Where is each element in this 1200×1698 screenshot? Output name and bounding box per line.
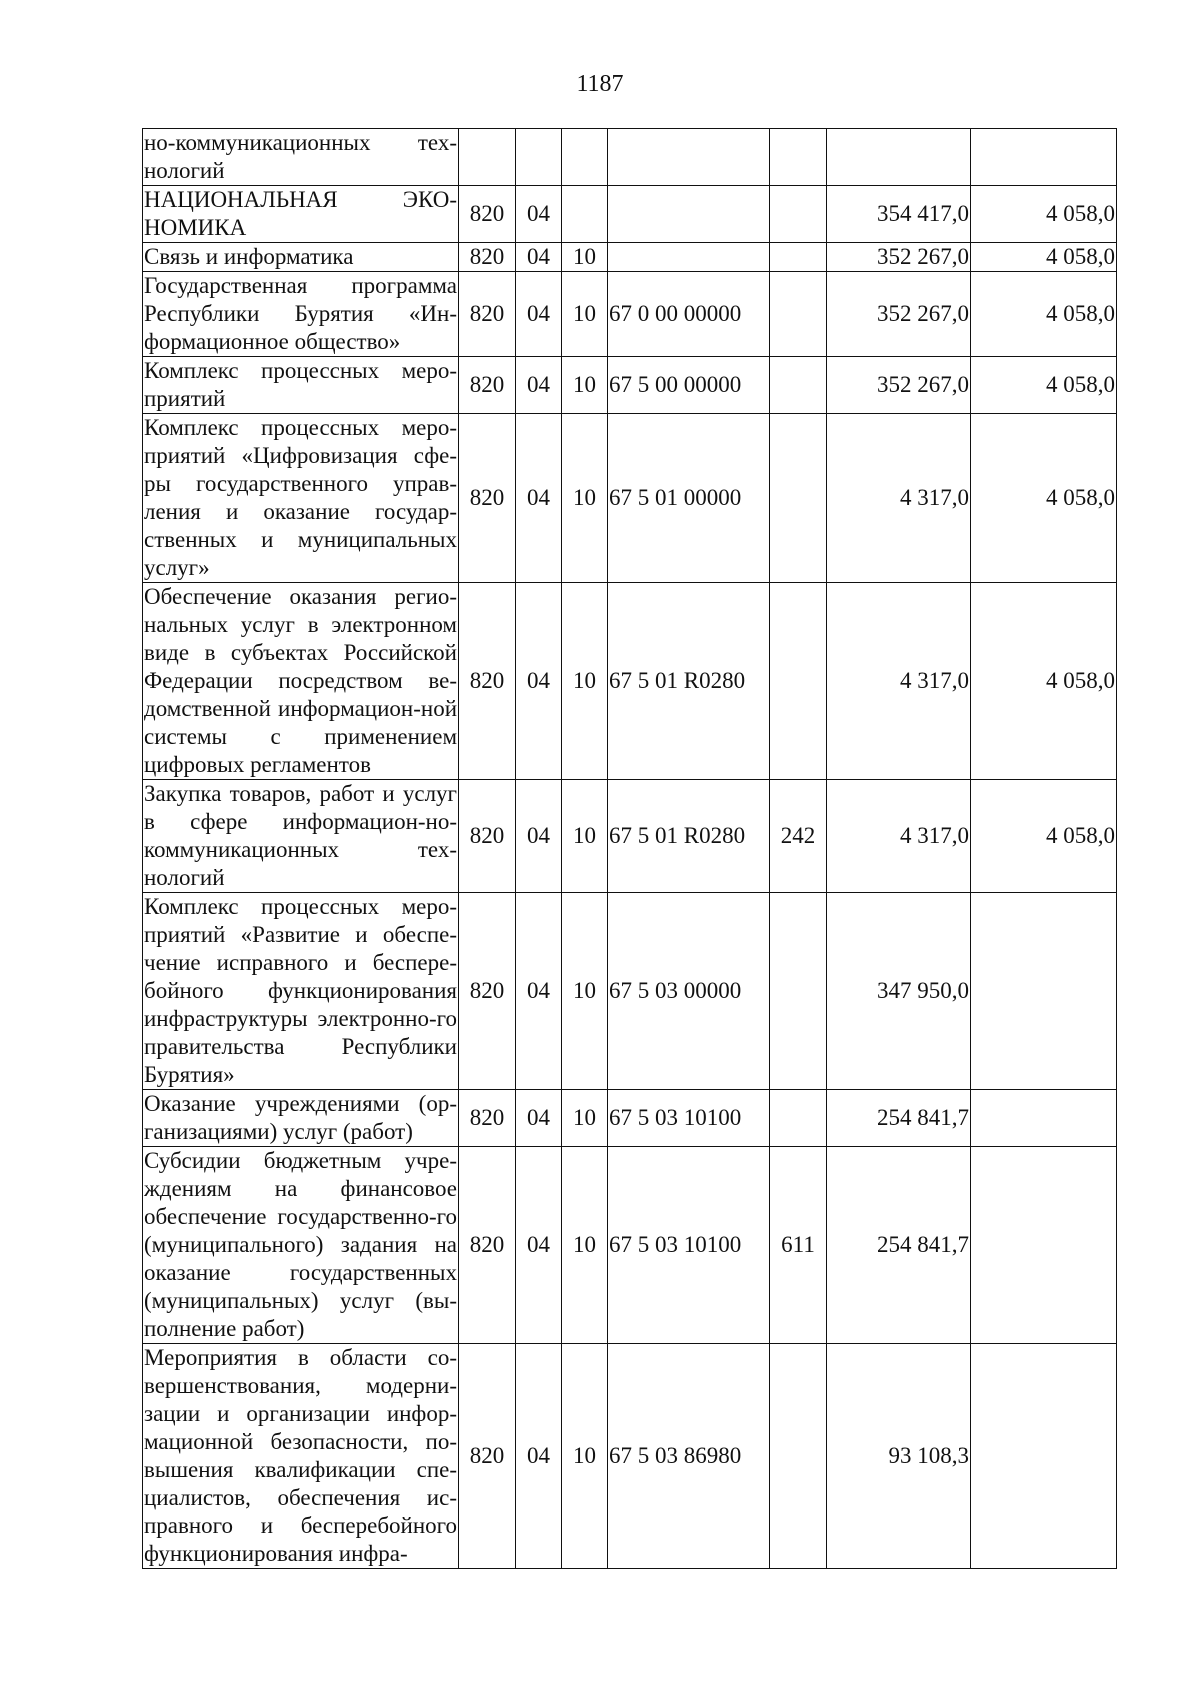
row-section-cell: 04: [516, 1344, 562, 1569]
row-section-cell: 04: [516, 583, 562, 780]
row-admin-code-cell: 820: [459, 893, 516, 1090]
row-admin-code-cell: 820: [459, 1344, 516, 1569]
table-row: [143, 357, 1117, 414]
table-row: [143, 272, 1117, 357]
row-subsection-cell: 10: [562, 780, 608, 893]
row-section-cell: 04: [516, 893, 562, 1090]
row-amount-2-cell: 4 058,0: [971, 583, 1117, 780]
row-name-cell: Оказание учреждениями (ор-ганизациями) услуг (работ): [143, 1090, 459, 1147]
row-admin-code-cell: 820: [459, 272, 516, 357]
row-expense-type-cell: [770, 1090, 827, 1147]
row-admin-code-cell: 820: [459, 414, 516, 583]
row-amount-1-cell: 354 417,0: [827, 186, 971, 243]
row-amount-2-cell: 4 058,0: [971, 414, 1117, 583]
row-subsection-cell: 10: [562, 243, 608, 272]
row-amount-1-cell: 352 267,0: [827, 243, 971, 272]
row-name-cell: Комплекс процессных меро-приятий «Цифровизация сфе-ры государственного управ-ления и оказание государ-ственных и муниципальных услуг»: [143, 414, 459, 583]
row-amount-2-cell: [971, 129, 1117, 186]
row-expense-type-cell: [770, 1344, 827, 1569]
table-row: [143, 583, 1117, 780]
row-target-article-cell: [608, 243, 770, 272]
table-row: [143, 893, 1117, 1090]
row-expense-type-cell: [770, 272, 827, 357]
row-subsection-cell: 10: [562, 272, 608, 357]
row-amount-1-cell: 254 841,7: [827, 1090, 971, 1147]
row-name-cell: Закупка товаров, работ и услуг в сфере информацион-но-коммуникационных тех-нологий: [143, 780, 459, 893]
row-target-article-cell: 67 5 01 R0280: [608, 583, 770, 780]
row-section-cell: 04: [516, 780, 562, 893]
table-row: [143, 780, 1117, 893]
row-subsection-cell: 10: [562, 893, 608, 1090]
row-section-cell: 04: [516, 357, 562, 414]
row-subsection-cell: 10: [562, 414, 608, 583]
row-name-cell: но-коммуникационных тех-нологий: [143, 129, 459, 186]
row-target-article-cell: 67 5 03 10100: [608, 1090, 770, 1147]
row-name-cell: Комплекс процессных меро-приятий: [143, 357, 459, 414]
row-target-article-cell: [608, 129, 770, 186]
row-target-article-cell: 67 5 03 86980: [608, 1344, 770, 1569]
row-section-cell: 04: [516, 186, 562, 243]
row-name-cell: НАЦИОНАЛЬНАЯ ЭКО-НОМИКА: [143, 186, 459, 243]
row-amount-1-cell: 352 267,0: [827, 357, 971, 414]
row-admin-code-cell: 820: [459, 583, 516, 780]
row-admin-code-cell: 820: [459, 780, 516, 893]
table-row: [143, 186, 1117, 243]
row-target-article-cell: 67 5 00 00000: [608, 357, 770, 414]
row-expense-type-cell: [770, 583, 827, 780]
row-name-cell: Связь и информатика: [143, 243, 459, 272]
row-name-cell: Субсидии бюджетным учре-ждениям на финансовое обеспечение государственно-го (муниципального) задания на оказание государственных (муниципальных) услуг (вы-полнение работ): [143, 1147, 459, 1344]
row-amount-2-cell: 4 058,0: [971, 357, 1117, 414]
table-row: [143, 1147, 1117, 1344]
row-admin-code-cell: 820: [459, 243, 516, 272]
table-row: [143, 1344, 1117, 1569]
row-amount-2-cell: [971, 893, 1117, 1090]
row-amount-1-cell: 352 267,0: [827, 272, 971, 357]
row-name-cell: Государственная программа Республики Бурятия «Ин-формационное общество»: [143, 272, 459, 357]
row-admin-code-cell: 820: [459, 1147, 516, 1344]
row-amount-2-cell: [971, 1344, 1117, 1569]
row-section-cell: 04: [516, 243, 562, 272]
row-subsection-cell: 10: [562, 1147, 608, 1344]
row-amount-1-cell: 4 317,0: [827, 414, 971, 583]
table-row: [143, 414, 1117, 583]
row-amount-2-cell: 4 058,0: [971, 272, 1117, 357]
row-section-cell: 04: [516, 272, 562, 357]
table-row: [143, 1090, 1117, 1147]
row-expense-type-cell: 611: [770, 1147, 827, 1344]
row-expense-type-cell: [770, 357, 827, 414]
page-number: 1187: [576, 71, 624, 97]
row-name-cell: Комплекс процессных меро-приятий «Развитие и обеспе-чение исправного и беспере-бойного функционирования инфраструктуры электронно-го правительства Республики Бурятия»: [143, 893, 459, 1090]
row-amount-2-cell: [971, 1090, 1117, 1147]
row-expense-type-cell: [770, 243, 827, 272]
row-name-cell: Мероприятия в области со-вершенствования, модерни-зации и организации инфор-мационной безопасности, по-вышения квалификации спе-циалистов, обеспечения ис-правного и бесперебойного функционирования инфра-: [143, 1344, 459, 1569]
row-amount-1-cell: 4 317,0: [827, 780, 971, 893]
row-target-article-cell: 67 5 01 R0280: [608, 780, 770, 893]
row-section-cell: [516, 129, 562, 186]
row-amount-2-cell: 4 058,0: [971, 780, 1117, 893]
row-subsection-cell: [562, 129, 608, 186]
row-target-article-cell: 67 5 03 10100: [608, 1147, 770, 1344]
row-amount-1-cell: 347 950,0: [827, 893, 971, 1090]
row-expense-type-cell: [770, 129, 827, 186]
row-target-article-cell: [608, 186, 770, 243]
row-subsection-cell: 10: [562, 583, 608, 780]
row-subsection-cell: 10: [562, 1090, 608, 1147]
row-target-article-cell: 67 0 00 00000: [608, 272, 770, 357]
row-amount-2-cell: 4 058,0: [971, 243, 1117, 272]
row-amount-1-cell: 254 841,7: [827, 1147, 971, 1344]
row-expense-type-cell: 242: [770, 780, 827, 893]
budget-table: [142, 128, 1117, 1569]
row-subsection-cell: 10: [562, 1344, 608, 1569]
row-admin-code-cell: [459, 129, 516, 186]
row-amount-2-cell: 4 058,0: [971, 186, 1117, 243]
row-admin-code-cell: 820: [459, 186, 516, 243]
row-amount-1-cell: 4 317,0: [827, 583, 971, 780]
table-body: [143, 129, 1117, 1569]
row-target-article-cell: 67 5 03 00000: [608, 893, 770, 1090]
row-admin-code-cell: 820: [459, 357, 516, 414]
row-section-cell: 04: [516, 1090, 562, 1147]
row-subsection-cell: 10: [562, 357, 608, 414]
row-subsection-cell: [562, 186, 608, 243]
row-section-cell: 04: [516, 414, 562, 583]
row-expense-type-cell: [770, 414, 827, 583]
row-name-cell: Обеспечение оказания регио-нальных услуг в электронном виде в субъектах Российской Федерации посредством ве-домственной информацион-ной системы с применением цифровых регламентов: [143, 583, 459, 780]
row-amount-2-cell: [971, 1147, 1117, 1344]
row-amount-1-cell: 93 108,3: [827, 1344, 971, 1569]
row-section-cell: 04: [516, 1147, 562, 1344]
row-amount-1-cell: [827, 129, 971, 186]
table-row: [143, 129, 1117, 186]
row-expense-type-cell: [770, 186, 827, 243]
row-target-article-cell: 67 5 01 00000: [608, 414, 770, 583]
row-expense-type-cell: [770, 893, 827, 1090]
row-admin-code-cell: 820: [459, 1090, 516, 1147]
table-row: [143, 243, 1117, 272]
